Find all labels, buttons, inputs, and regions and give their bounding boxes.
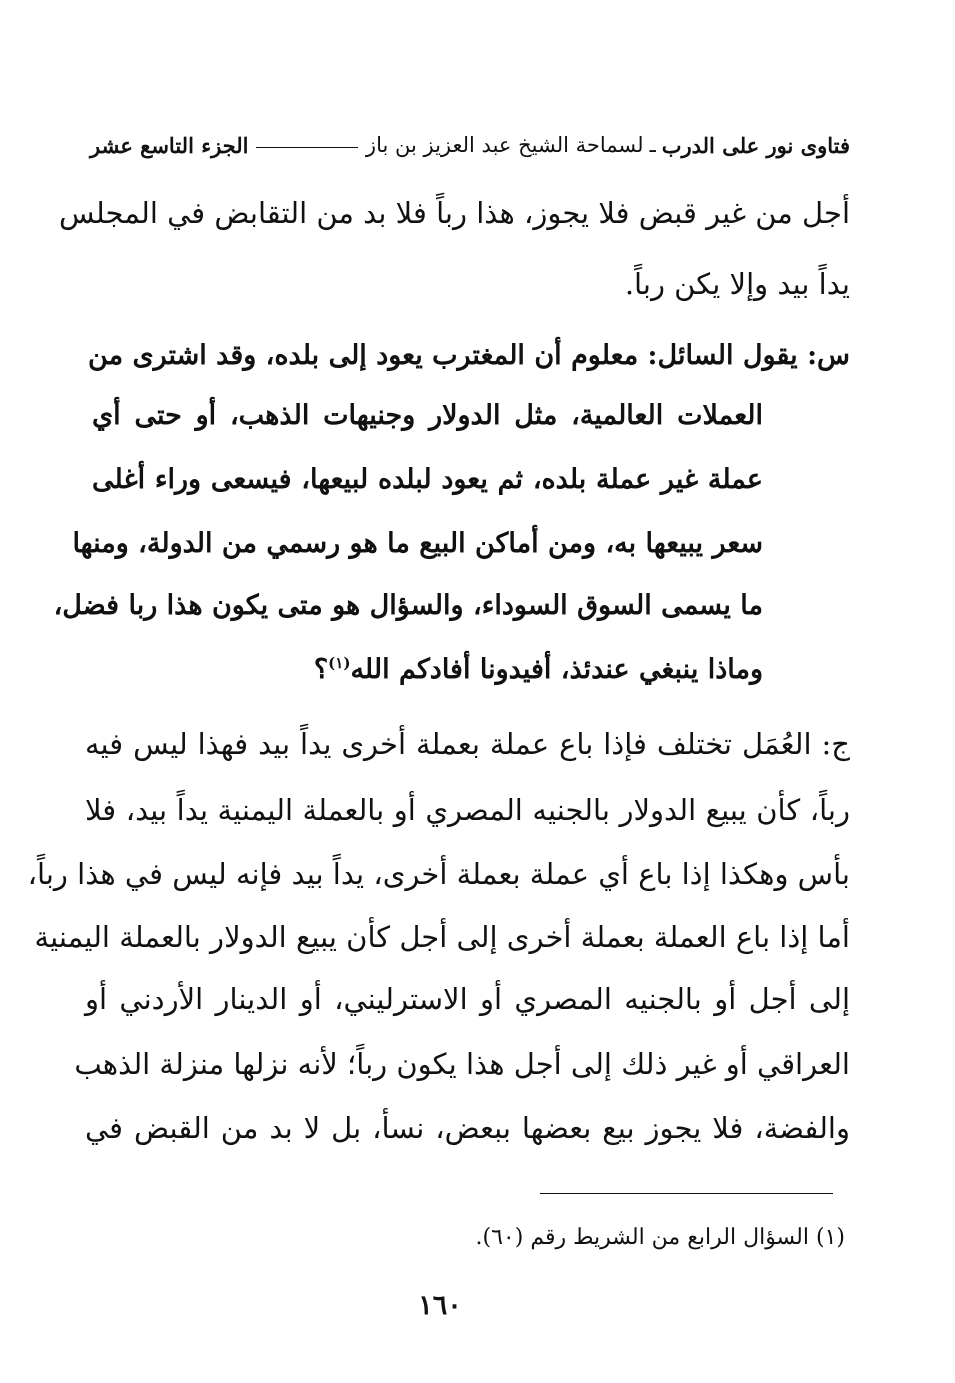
answer-line: العراقي أو غير ذلك إلى أجل هذا يكون رباً؛ لأنه نزلها منزلة الذهب	[74, 1047, 850, 1081]
answer-line: والفضة، فلا يجوز بيع بعضها ببعض، نسأ، بل لا بد من القبض في	[85, 1111, 850, 1145]
running-header	[90, 120, 850, 170]
answer-line: أما إذا باع العملة بعملة أخرى إلى أجل كأن يبيع الدولار بالعملة اليمنية	[34, 920, 850, 954]
question-line: سعر يبيعها به، ومن أماكن البيع ما هو رسمي من الدولة، ومنها	[72, 528, 763, 559]
header-author: لسماحة الشيخ عبد العزيز بن باز	[365, 133, 644, 157]
question-last-text: وماذا ينبغي عندئذ، أفيدونا أفادكم الله	[350, 654, 763, 685]
footnote: (١) السؤال الرابع من الشريط رقم (٦٠).	[475, 1225, 845, 1250]
header-part: الجزء التاسع عشر	[90, 132, 249, 158]
header-book-title: فتاوى نور على الدرب	[661, 132, 850, 158]
question-mark: ؟	[313, 654, 329, 685]
intro-line: أجل من غير قبض فلا يجوز، هذا رباً فلا بد من التقابض في المجلس	[58, 196, 850, 230]
answer-line: إلى أجل أو بالجنيه المصري أو الاسترليني، أو الدينار الأردني أو	[85, 982, 850, 1016]
answer-line: ج: العُمَل تختلف فإذا باع عملة بعملة أخرى يداً بيد فهذا ليس فيه	[85, 727, 850, 761]
answer-line: رباً، كأن يبيع الدولار بالجنيه المصري أو بالعملة اليمنية يداً بيد، فلا	[85, 793, 850, 827]
question-line: ما يسمى السوق السوداء، والسؤال هو متى يكون هذا ربا فضل،	[53, 590, 763, 621]
intro-line: يداً بيد وإلا يكن رباً.	[624, 267, 850, 301]
header-rule	[256, 147, 357, 148]
answer-line: بأس وهكذا إذا باع أي عملة بعملة أخرى، يداً بيد فإنه ليس في هذا رباً،	[27, 857, 850, 891]
page-number: ١٦٠	[418, 1290, 462, 1321]
question-last-line	[92, 650, 763, 690]
footnote-separator	[540, 1193, 833, 1194]
header-separator: ـ	[649, 133, 656, 157]
question-line: عملة غير عملة بلده، ثم يعود لبلده لبيعها، فيسعى وراء أغلى	[92, 464, 763, 495]
question-line: العملات العالمية، مثل الدولار وجنيهات الذهب، أو حتى أي	[92, 400, 763, 431]
question-line: س: يقول السائل: معلوم أن المغترب يعود إلى بلده، وقد اشترى من	[88, 340, 850, 371]
footnote-mark: (١)	[328, 654, 351, 672]
